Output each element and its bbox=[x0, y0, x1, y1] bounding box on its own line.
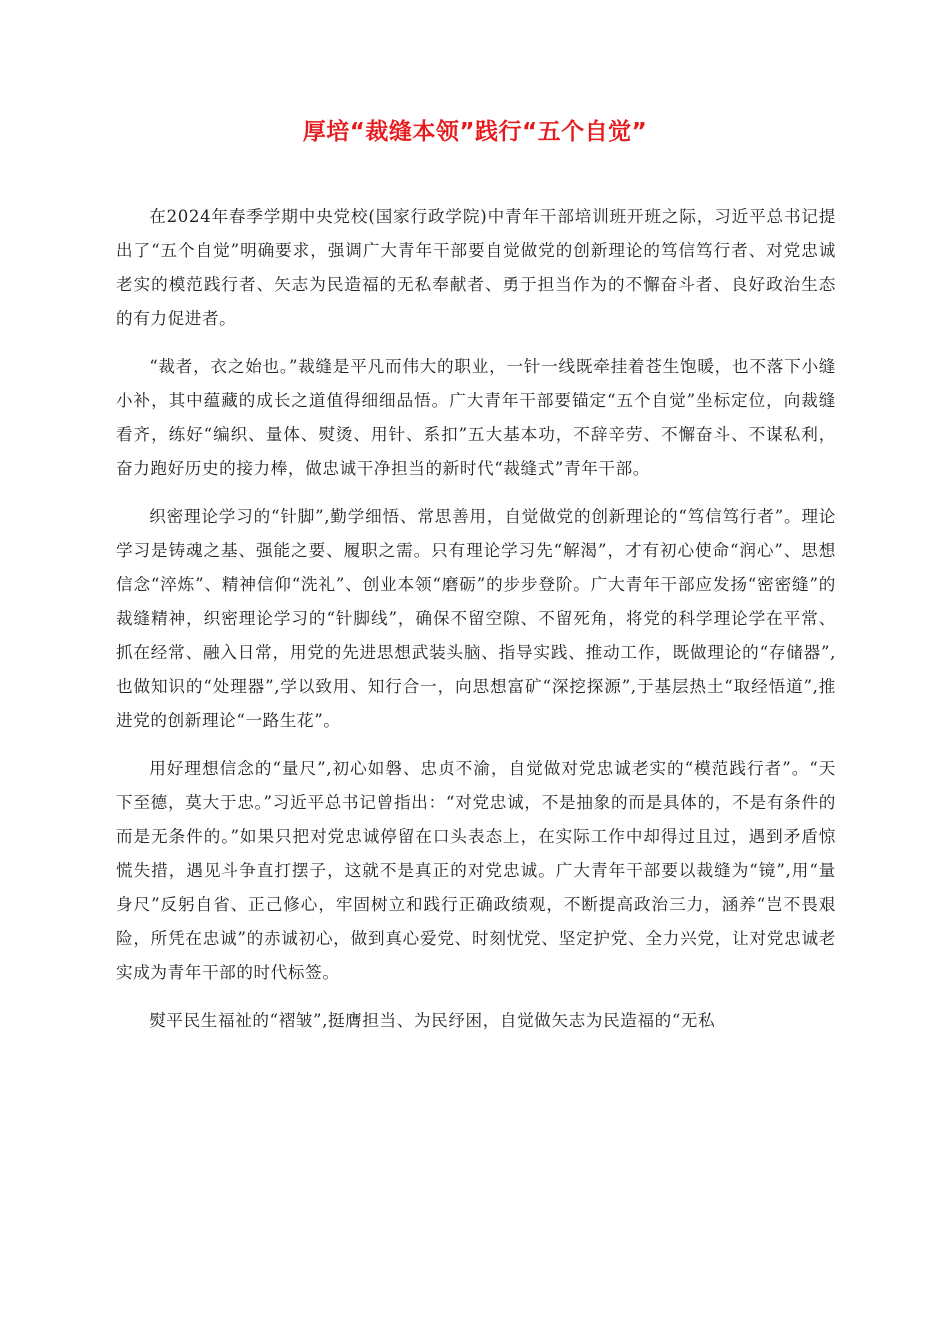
paragraph-intro: 在2024年春季学期中央党校(国家行政学院)中青年干部培训班开班之际，习近平总书记提出了“五个自觉”明确要求，强调广大青年干部要自觉做党的创新理论的笃信笃行者、对党忠诚老实的模范践行者、矢志为民造福的无私奉献者、勇于担当作为的不懈奋斗者、良好政治生态的有力促进者。 bbox=[116, 207, 836, 328]
document-body bbox=[116, 200, 836, 1052]
paragraph-tailor: “裁者，衣之始也。”裁缝是平凡而伟大的职业，一针一线既牵挂着苍生饱暖，也不落下小缝小补，其中蕴藏的成长之道值得细细品悟。广大青年干部要锚定“五个自觉”坐标定位，向裁缝看齐，练好“编织、量体、熨烫、用针、系扣”五大基本功，不辞辛劳、不懈奋斗、不谋私利，奋力跑好历史的接力棒，做忠诚干净担当的新时代“裁缝式”青年干部。 bbox=[116, 357, 836, 478]
paragraph-loyalty: 用好理想信念的“量尺”,初心如磐、忠贞不渝，自觉做对党忠诚老实的“模范践行者”。“天下至德，莫大于忠。”习近平总书记曾指出：“对党忠诚，不是抽象的而是具体的，不是有条件的而是无条件的。”如果只把对党忠诚停留在口头表态上，在实际工作中却得过且过，遇到矛盾惊慌失措，遇见斗争直打摆子，这就不是真正的对党忠诚。广大青年干部要以裁缝为“镜”,用“量身尺”反躬自省、正己修心，牢固树立和践行正确政绩观，不断提高政治三力，涵养“岂不畏艰险，所凭在忠诚”的赤诚初心，做到真心爱党、时刻忧党、坚定护党、全力兴党，让对党忠诚老实成为青年干部的时代标签。 bbox=[116, 759, 836, 982]
paragraph-livelihood: 熨平民生福祉的“褶皱”,挺膺担当、为民纾困，自觉做矢志为民造福的“无私 bbox=[149, 1011, 716, 1030]
paragraph-theory-study: 织密理论学习的“针脚”,勤学细悟、常思善用，自觉做党的创新理论的“笃信笃行者”。理论学习是铸魂之基、强能之要、履职之需。只有理论学习先“解渴”，才有初心使命“润心”、思想信念“淬炼”、精神信仰“洗礼”、创业本领“磨砺”的步步登阶。广大青年干部应发扬“密密缝”的裁缝精神，织密理论学习的“针脚线”，确保不留空隙、不留死角，将党的科学理论学在平常、抓在经常、融入日常，用党的先进思想武装头脑、指导实践、推动工作，既做理论的“存储器”,也做知识的“处理器”,学以致用、知行合一，向思想富矿“深挖探源”,于基层热土“取经悟道”,推进党的创新理论“一路生花”。 bbox=[116, 507, 836, 730]
document-title: 厚培“裁缝本领”践行“五个自觉” bbox=[302, 119, 648, 145]
